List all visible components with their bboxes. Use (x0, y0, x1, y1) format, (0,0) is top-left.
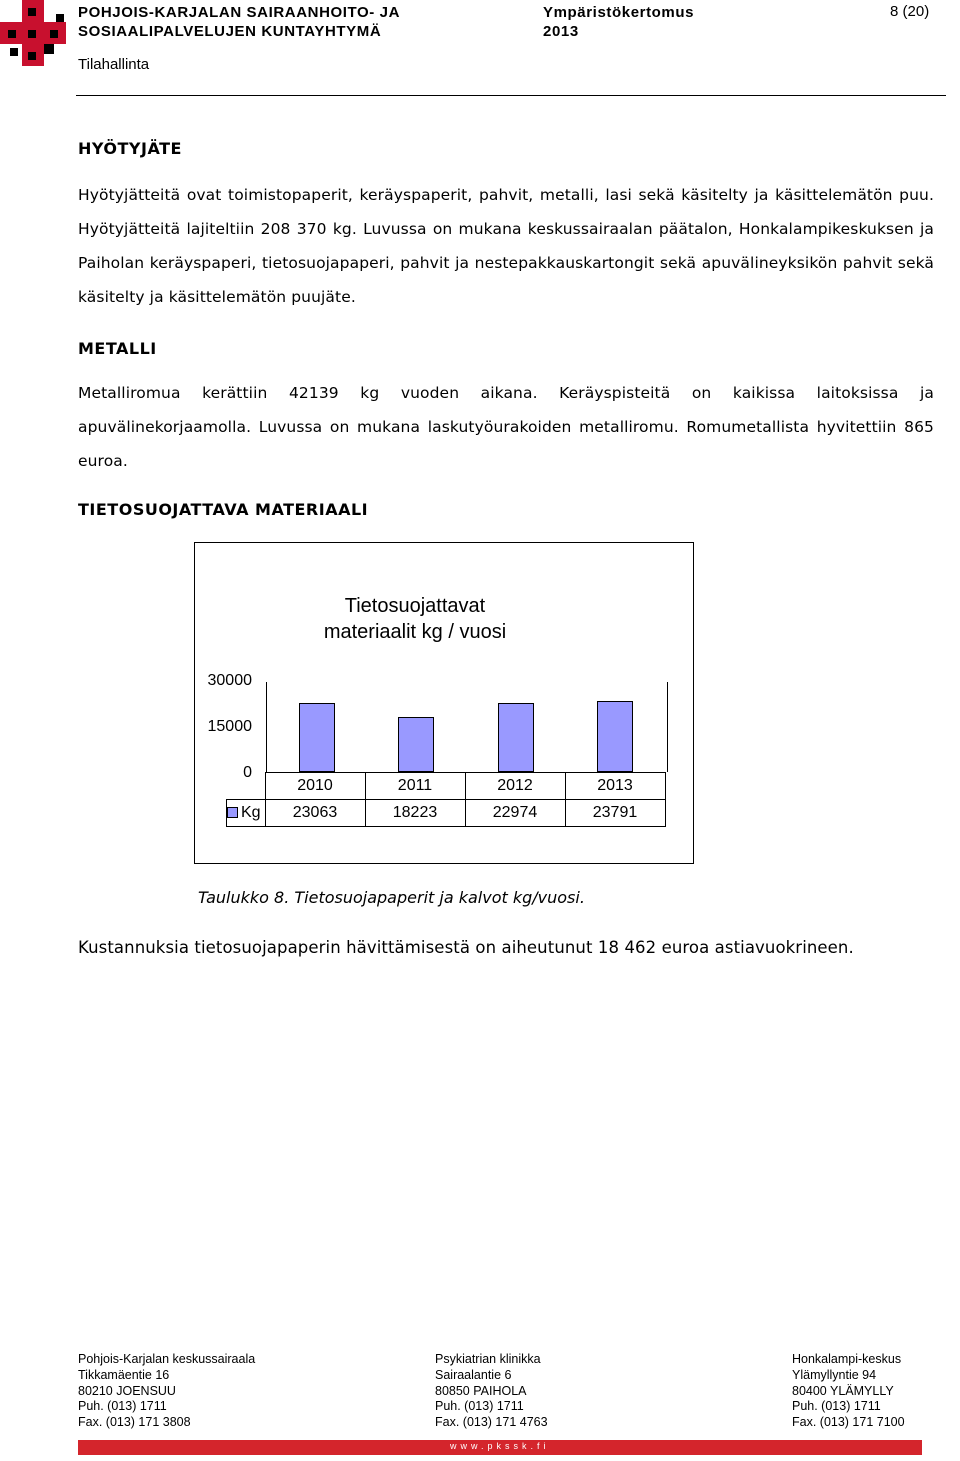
org-name-line1: POHJOIS-KARJALAN SAIRAANHOITO- JA (78, 4, 401, 21)
legend-swatch (227, 807, 238, 818)
page-number: 8 (20) (890, 3, 930, 20)
bar-2010 (299, 703, 335, 772)
footer-line: Puh. (013) 1711 (78, 1399, 167, 1414)
footer-line: Honkalampi-keskus (792, 1352, 902, 1366)
y-tick-label: 30000 (207, 672, 252, 689)
series-name: Kg (241, 804, 261, 821)
paragraph-metalli: Metalliromua kerättiin 42139 kg vuoden aikana. Keräyspisteitä on kaikissa laitoksissa ja apuvälinekorjaamolla. Luvussa on mukana laskutyöurakoiden metalliromu. Romumetallista hyvitettiin 865 euroa. (78, 384, 934, 470)
website-link[interactable]: www.pkssk.fi (450, 1441, 550, 1451)
header-rule (76, 95, 946, 96)
unit-name: Tilahallinta (78, 56, 150, 73)
footer-line: Ylämyllyntie 94 (792, 1367, 877, 1382)
paragraph-hyotyjate: Hyötyjätteitä ovat toimistopaperit, keräyspaperit, pahvit, metalli, lasi sekä käsitelty ja käsittelemätön puu. Hyötyjätteitä lajiteltiin 208 370 kg. Luvussa on mukana keskussairaalan päätalon, Honkalampikeskuksen ja Paiholan keräyspaperi, tietosuojapaperi, pahvit ja nestepakkauskartongit sekä apuvälineyksikön pahvit sekä käsitelty ja käsittelemätön puujäte. (78, 186, 934, 306)
cross-logo-icon (0, 0, 74, 68)
section-heading-metalli: METALLI (78, 339, 157, 358)
footer-line: Sairaalantie 6 (435, 1367, 512, 1382)
chart-title (195, 593, 635, 645)
footer-line: Tikkamäentie 16 (78, 1367, 170, 1382)
org-name-line2: SOSIAALIPALVELUJEN KUNTAYHTYMÄ (78, 23, 382, 40)
paragraph-costs: Kustannuksia tietosuojapaperin hävittämisestä on aiheutunut 18 462 euroa astiavuokrineen. (78, 938, 854, 957)
category-label: 2010 (265, 773, 365, 800)
value-label: 22974 (465, 800, 565, 827)
table-caption: Taulukko 8. Tietosuojapaperit ja kalvot kg/vuosi. (198, 888, 585, 907)
footer-line: 80210 JOENSUU (78, 1383, 176, 1398)
doc-year: 2013 (543, 23, 579, 40)
footer-line: Fax. (013) 171 4763 (435, 1415, 548, 1430)
bar-2013 (597, 701, 633, 772)
footer-line: Fax. (013) 171 3808 (78, 1415, 191, 1430)
value-label: 23791 (565, 800, 665, 827)
footer-line: Psykiatrian klinikka (435, 1352, 541, 1366)
chart-title-text: Tietosuojattavat materiaalit kg / vuosi (323, 595, 507, 643)
chart-plot-area (266, 682, 668, 772)
footer-line: Puh. (013) 1711 (792, 1399, 881, 1414)
footer-line: Fax. (013) 171 7100 (792, 1415, 905, 1430)
table-corner (227, 773, 266, 800)
doc-title: Ympäristökertomus (543, 4, 695, 21)
category-label: 2013 (565, 773, 665, 800)
section-heading-tietosuoja: TIETOSUOJATTAVA MATERIAALI (78, 500, 369, 519)
footer-line: Pohjois-Karjalan keskussairaala (78, 1352, 256, 1366)
footer-address-pkks (78, 1352, 255, 1431)
y-tick-label: 15000 (207, 718, 252, 735)
value-label: 18223 (365, 800, 465, 827)
footer-line: 80850 PAIHOLA (435, 1383, 527, 1398)
legend-entry (227, 800, 266, 827)
footer-address-paiholan (435, 1352, 548, 1431)
logo (0, 0, 74, 68)
y-tick-label: 0 (243, 764, 252, 781)
category-label: 2012 (465, 773, 565, 800)
footer-address-honkalampi (792, 1352, 905, 1431)
footer-line: Puh. (013) 1711 (435, 1399, 524, 1414)
bar-2012 (498, 703, 534, 772)
chart-data-table (226, 772, 666, 827)
value-label: 23063 (265, 800, 365, 827)
footer-line: 80400 YLÄMYLLY (792, 1383, 894, 1398)
category-label: 2011 (365, 773, 465, 800)
section-heading-hyotyjate: HYÖTYJÄTE (78, 139, 182, 158)
bar-2011 (398, 717, 434, 772)
